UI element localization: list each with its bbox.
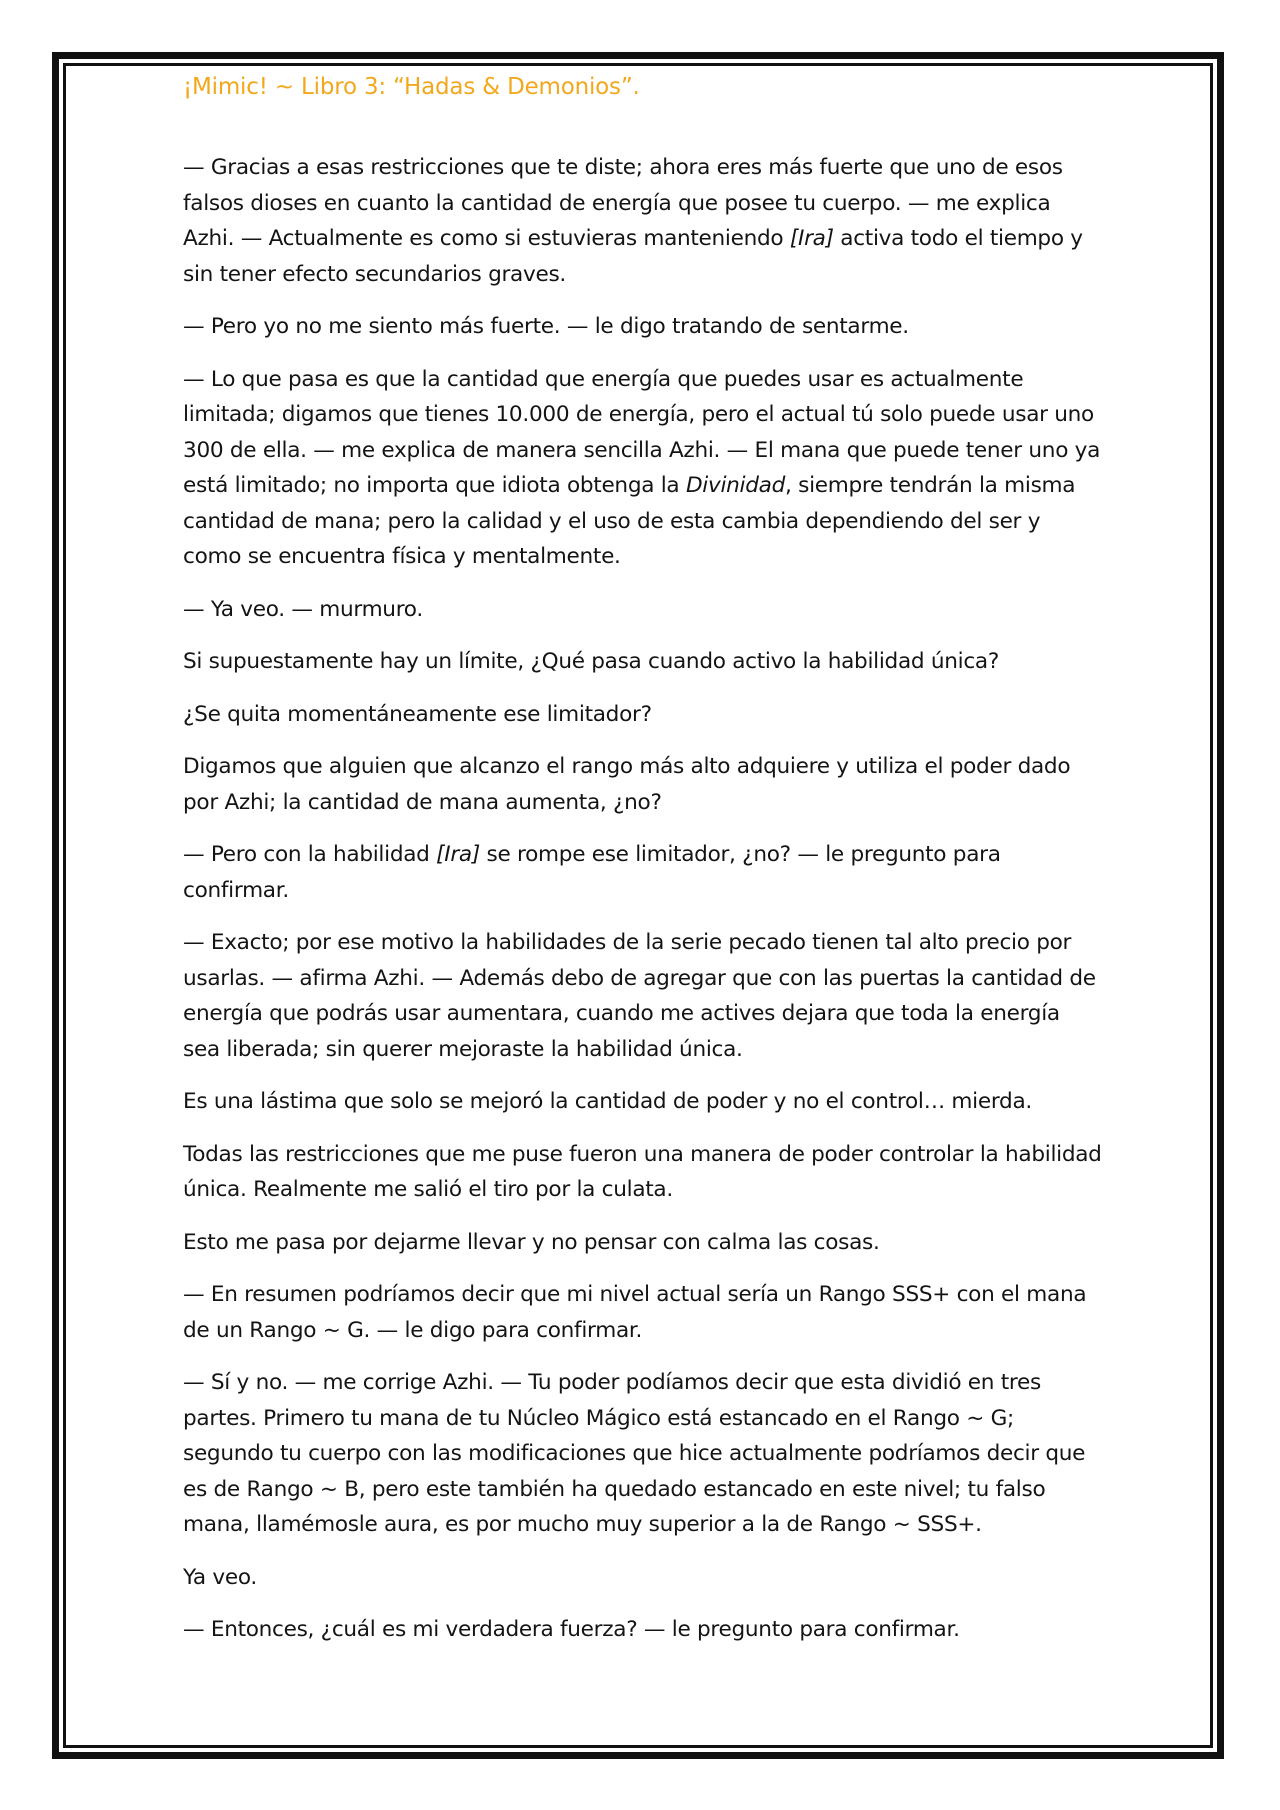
- paragraph-13: [183, 1277, 1103, 1348]
- paragraph-2: [183, 309, 1103, 345]
- text-run: — Entonces, ¿cuál es mi verdadera fuerza? — le pregunto para confirmar.: [183, 1617, 960, 1642]
- paragraph-11: [183, 1137, 1103, 1208]
- paragraph-16: [183, 1612, 1103, 1648]
- skill-name-ira: [Ira]: [789, 226, 834, 251]
- text-run: — Pero yo no me siento más fuerte. — le digo tratando de sentarme.: [183, 314, 909, 339]
- paragraph-5: [183, 644, 1103, 680]
- text-run: Si supuestamente hay un límite, ¿Qué pasa cuando activo la habilidad única?: [183, 649, 999, 674]
- paragraph-4: [183, 592, 1103, 628]
- divinidad-term: Divinidad: [685, 473, 785, 498]
- text-run: — Lo que pasa es que la cantidad que energía que puedes usar es actualmente limitada; digamos que tienes 10.000 de energía, pero el actual tú solo puede usar uno 300 de ella. — me explica de manera sencilla Azhi. — El mana que puede tener uno ya está limitado; no importa que idiota obtenga la: [183, 366, 1101, 498]
- paragraph-6: [183, 697, 1103, 733]
- paragraph-3: [183, 362, 1103, 575]
- paragraph-7: [183, 749, 1103, 820]
- text-run: — Exacto; por ese motivo la habilidades de la serie pecado tienen tal alto precio por usarlas. — afirma Azhi. — Además debo de agregar que con las puertas la cantidad de energía que podrás usar aumentara, cuando me actives dejara que toda la energía sea liberada; sin querer mejoraste la habilidad única.: [183, 930, 1096, 1062]
- paragraph-10: [183, 1084, 1103, 1120]
- text-run: Es una lástima que solo se mejoró la cantidad de poder y no el control… mierda.: [183, 1089, 1032, 1114]
- paragraph-8: [183, 837, 1103, 908]
- text-run: — En resumen podríamos decir que mi nivel actual sería un Rango SSS+ con el mana de un Rango ~ G. — le digo para confirmar.: [183, 1282, 1087, 1343]
- text-run: , siempre tendrán la misma cantidad de mana; pero la calidad y el uso de esta cambia dependiendo del ser y como se encuentra física y mentalmente.: [183, 473, 1076, 569]
- text-run: — Pero con la habilidad: [183, 842, 437, 867]
- text-run: — Gracias a esas restricciones que te diste; ahora eres más fuerte que uno de esos falsos dioses en cuanto la cantidad de energía que posee tu cuerpo. — me explica Azhi. — Actualmente es como si estuvieras manteniendo: [183, 155, 1063, 251]
- text-run: — Sí y no. — me corrige Azhi. — Tu poder podíamos decir que esta dividió en tres partes. Primero tu mana de tu Núcleo Mágico está estancado en el Rango ~ G; segundo tu cuerpo con las modificaciones que hice actualmente podríamos decir que es de Rango ~ B, pero este también ha quedado estancado en este nivel; tu falso mana, llamémosle aura, es por mucho muy superior a la de Rango ~ SSS+.: [183, 1370, 1086, 1537]
- text-run: Todas las restricciones que me puse fueron una manera de poder controlar la habilidad única. Realmente me salió el tiro por la culata.: [183, 1141, 1102, 1202]
- text-run: se rompe ese limitador, ¿no? — le pregunto para confirmar.: [183, 842, 1001, 903]
- paragraph-12: [183, 1225, 1103, 1261]
- running-header: ¡Mimic! ~ Libro 3: “Hadas & Demonios”.: [183, 74, 640, 100]
- text-run: activa todo el tiempo y sin tener efecto secundarios graves.: [183, 226, 1083, 287]
- paragraph-1: [183, 150, 1103, 292]
- text-run: Ya veo.: [183, 1564, 257, 1590]
- text-run: Esto me pasa por dejarme llevar y no pensar con calma las cosas.: [183, 1229, 880, 1255]
- text-run: ¿Se quita momentáneamente ese limitador?: [183, 701, 652, 727]
- paragraph-15: [183, 1560, 1103, 1596]
- text-run: — Ya veo. — murmuro.: [183, 596, 423, 622]
- body-text: [183, 150, 1103, 1665]
- text-run: Digamos que alguien que alcanzo el rango más alto adquiere y utiliza el poder dado por Azhi; la cantidad de mana aumenta, ¿no?: [183, 754, 1071, 815]
- paragraph-14: [183, 1365, 1103, 1543]
- paragraph-9: [183, 925, 1103, 1067]
- skill-name-ira: [Ira]: [436, 842, 480, 867]
